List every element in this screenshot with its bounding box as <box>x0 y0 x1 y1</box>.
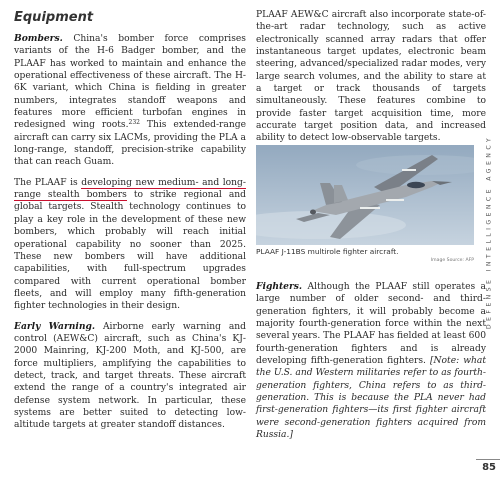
aewc-text: Airborne early warning and control (AEW&C) aircraft, such as China's KJ-2000 Mainring, KJ-200 Moth, and KJ-500, are force multipliers, amplifying the capabilities to detect, track, and target threats. These aircraft extend the range of a country's integrated air defense system network. In particular, these systems are better suited to detecting low-altitude targets at greater standoff distances. <box>14 321 246 431</box>
bombers-text: China's bomber force comprises variants of the H-6 Badger bomber, and the PLAAF has worked to maintain and enhance the operational effectiveness of these aircraft. The H-6K variant, which China is fielding in greater numbers, integrates standoff weapons and features more efficient turbofan engines in redesigned wing roots. <box>14 34 246 131</box>
fighters-text: Although the PLAAF still operates a large number of older second- and third-generation fighters, it will probably become a majority fourth-generation force within the next several years. The PLAAF has fielded at least 600 fourth-generation fighters and is already developing fifth-generation fighters. <box>256 282 486 367</box>
left-column <box>14 0 246 432</box>
right-column <box>256 0 486 145</box>
stealth-paragraph <box>14 177 246 313</box>
page-number-rule <box>476 459 500 460</box>
page-number: 85 <box>482 462 496 473</box>
aewc-lead: Early Warning. <box>14 320 96 332</box>
right-column-lower <box>256 281 486 441</box>
fighter-aircraft-photo <box>256 145 474 245</box>
figure-caption: PLAAF J-11BS multirole fighter aircraft. <box>256 247 399 256</box>
stealth-after: to strike regional and global targets. Stealth technology continues to play a key role in the development of these new bombers, which probably will reach initial operational capability no sooner than 2025. These new bombers will have additional capabilities, with full-spectrum upgrades compared with current operational bomber fleets, and will employ many fifth-generation fighter technologies in their design. <box>14 190 246 312</box>
fighter-jet-illustration <box>256 145 474 245</box>
aewc-paragraph <box>14 321 246 432</box>
section-title: Equipment <box>14 10 94 25</box>
bombers-lead: Bombers. <box>14 33 63 44</box>
fighters-lead: Fighters. <box>256 281 303 292</box>
aewc-continued-paragraph: PLAAF AEW&C aircraft also incorporate state-of-the-art radar technology, such as active electronically scanned array radars that offer instantaneous target updates, electronic beam steering, advanced/specialized radar modes, very large search volumes, and the ability to stare at a target or track thousands of targets simultaneously. These features combine to provide faster target acquisition time, more accurate target position data, and increased ability to detect low-observable targets. <box>256 10 486 144</box>
bombers-paragraph <box>14 33 246 169</box>
stealth-before: The PLAAF is <box>14 177 82 188</box>
agency-name: DEFENSE INTELLIGENCE AGENCY <box>485 134 493 330</box>
bombers-text-2: This extended-range aircraft can carry six LACMs, providing the PLA a long-range, standoff, precision-strike capability that can reach Guam. <box>14 120 246 168</box>
footnote-marker: 232 <box>128 119 140 127</box>
image-credit: Image Source: AFP <box>430 258 474 263</box>
fighters-paragraph <box>256 281 486 441</box>
fighters-note: [Note: what the U.S. and Western militaries refer to as fourth-generation fighters, China refers to as third-generation. This is because the PLA never had first-generation fighters—its first fighter aircraft were second-generation fighters acquired from Russia.] <box>256 356 486 441</box>
stealth-highlight: developing new medium- and long-range stealth bombers <box>14 177 246 201</box>
